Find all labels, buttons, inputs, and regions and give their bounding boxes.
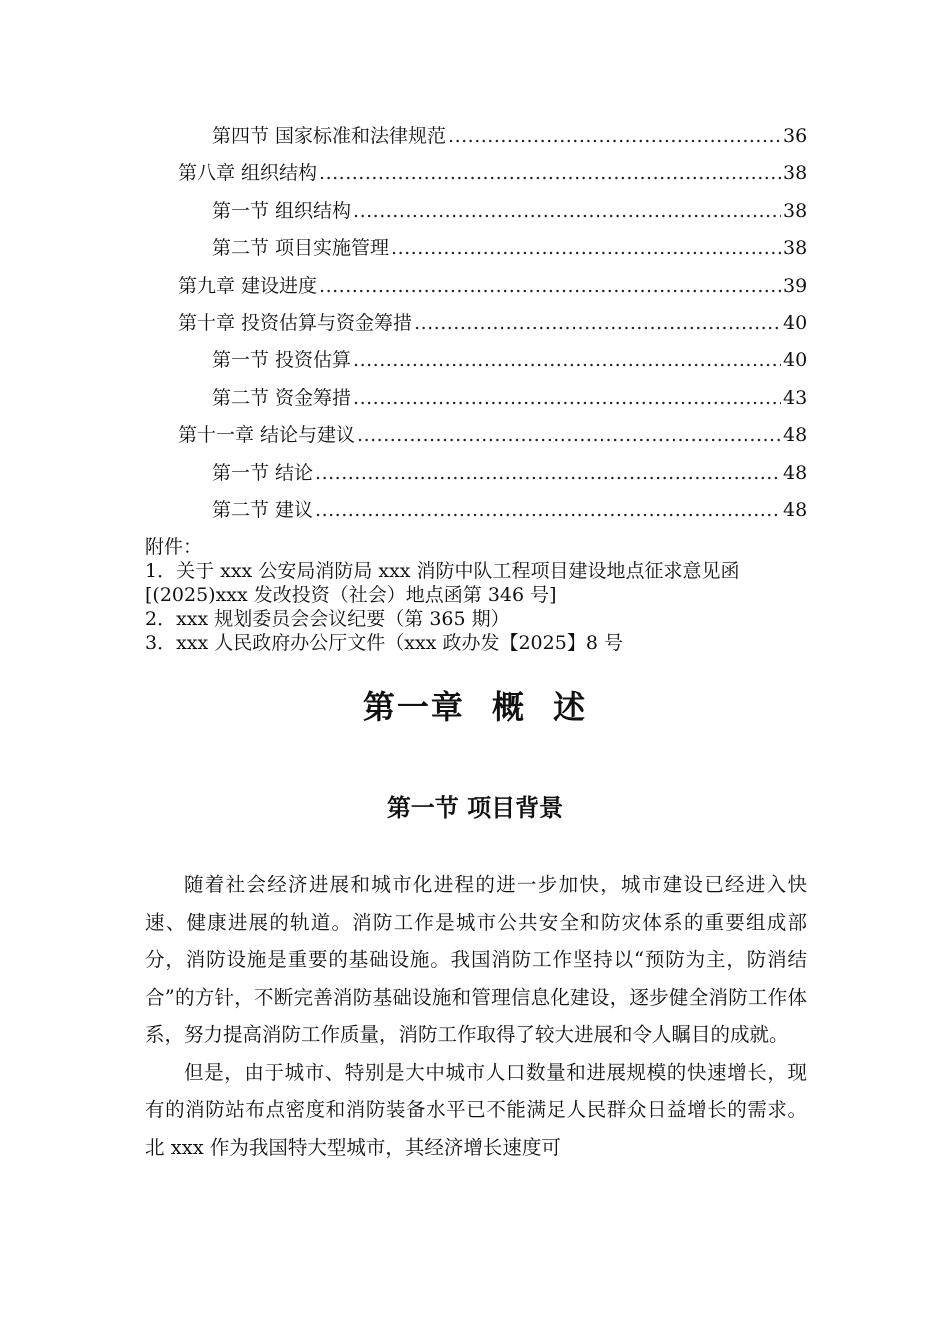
toc-leader-dots <box>414 305 781 342</box>
toc-entry[interactable] <box>0 305 950 342</box>
toc-entry-title: 第四节 国家标准和法律规范 <box>212 125 447 147</box>
toc-entry-page: 48 <box>783 498 808 521</box>
body-paragraph: 但是，由于城市、特别是大中城市人口数量和进展规模的快速增长，现有的消防站布点密度和消防装备水平已不能满足人民群众日益增长的需求。北 xxx 作为我国特大型城市，其经济增长速度可 <box>145 1060 807 1159</box>
toc-leader-dots <box>448 118 781 155</box>
attachments-list <box>145 535 810 655</box>
toc-entry-page: 36 <box>783 125 808 147</box>
toc-entry-title: 第一节 投资估算 <box>212 349 352 372</box>
body-paragraph: 随着社会经济进展和城市化进程的进一步加快，城市建设已经进入快速、健康进展的轨道。消防工作是城市公共安全和防灾体系的重要组成部分，消防设施是重要的基础设施。我国消防工作坚持以“预防为主，防消结合”的方针，不断完善消防基础设施和管理信息化建设，逐步健全消防工作体系，努力提高消防工作质量，消防工作取得了较大进展和令人瞩目的成就。 <box>145 873 807 1046</box>
toc-entry[interactable] <box>0 118 950 155</box>
toc-entry-title: 第一节 结论 <box>212 461 314 484</box>
toc-leader-dots <box>353 193 781 230</box>
toc-entry[interactable] <box>0 380 950 417</box>
toc-entry-title: 第二节 建议 <box>212 498 314 521</box>
toc-entry[interactable] <box>0 230 950 267</box>
attachment-item: 1．关于 xxx 公安局消防局 xxx 消防中队工程项目建设地点征求意见函[(2025)xxx 发改投资（社会）地点函第 346 号] <box>145 560 740 606</box>
section-heading: 第一节 项目背景 <box>386 794 564 822</box>
attachment-item: 3．xxx 人民政府办公厅文件（xxx 政办发【2025】8 号 <box>145 632 623 654</box>
toc-entry-page: 39 <box>783 274 808 297</box>
toc-leader-dots <box>315 492 781 529</box>
toc-entry-page: 38 <box>783 237 808 260</box>
toc-entry[interactable] <box>0 455 950 492</box>
toc-leader-dots <box>319 268 781 305</box>
toc-entry-title: 第二节 项目实施管理 <box>212 237 390 260</box>
toc-entry-page: 38 <box>783 162 808 185</box>
toc-entry[interactable] <box>0 342 950 379</box>
toc-entry-title: 第一节 组织结构 <box>212 199 352 222</box>
toc-entry[interactable] <box>0 268 950 305</box>
table-of-contents <box>0 118 950 529</box>
toc-entry-title: 第八章 组织结构 <box>178 162 318 185</box>
toc-entry-page: 38 <box>783 199 808 222</box>
toc-entry-title: 第九章 建设进度 <box>178 274 318 297</box>
toc-entry-page: 43 <box>783 386 808 409</box>
toc-leader-dots <box>357 417 781 454</box>
toc-entry[interactable] <box>0 155 950 192</box>
toc-entry-title: 第十章 投资估算与资金筹措 <box>178 311 413 334</box>
toc-entry-title: 第十一章 结论与建议 <box>178 424 356 447</box>
body-text <box>145 866 807 1166</box>
attachment-item: 2．xxx 规划委员会会议纪要（第 365 期） <box>145 608 510 630</box>
toc-entry-page: 48 <box>783 424 808 447</box>
toc-entry-title: 第二节 资金筹措 <box>212 386 352 409</box>
toc-entry-page: 48 <box>783 461 808 484</box>
toc-entry-page: 40 <box>783 349 808 372</box>
toc-entry-page: 40 <box>783 311 808 334</box>
toc-entry[interactable] <box>0 417 950 454</box>
toc-leader-dots <box>319 155 781 192</box>
toc-leader-dots <box>391 230 781 267</box>
toc-leader-dots <box>353 380 781 417</box>
toc-leader-dots <box>315 455 781 492</box>
attachments-label: 附件： <box>145 536 203 558</box>
toc-entry[interactable] <box>0 492 950 529</box>
toc-entry[interactable] <box>0 193 950 230</box>
chapter-heading: 第一章 概 述 <box>362 688 588 726</box>
toc-leader-dots <box>353 342 781 379</box>
